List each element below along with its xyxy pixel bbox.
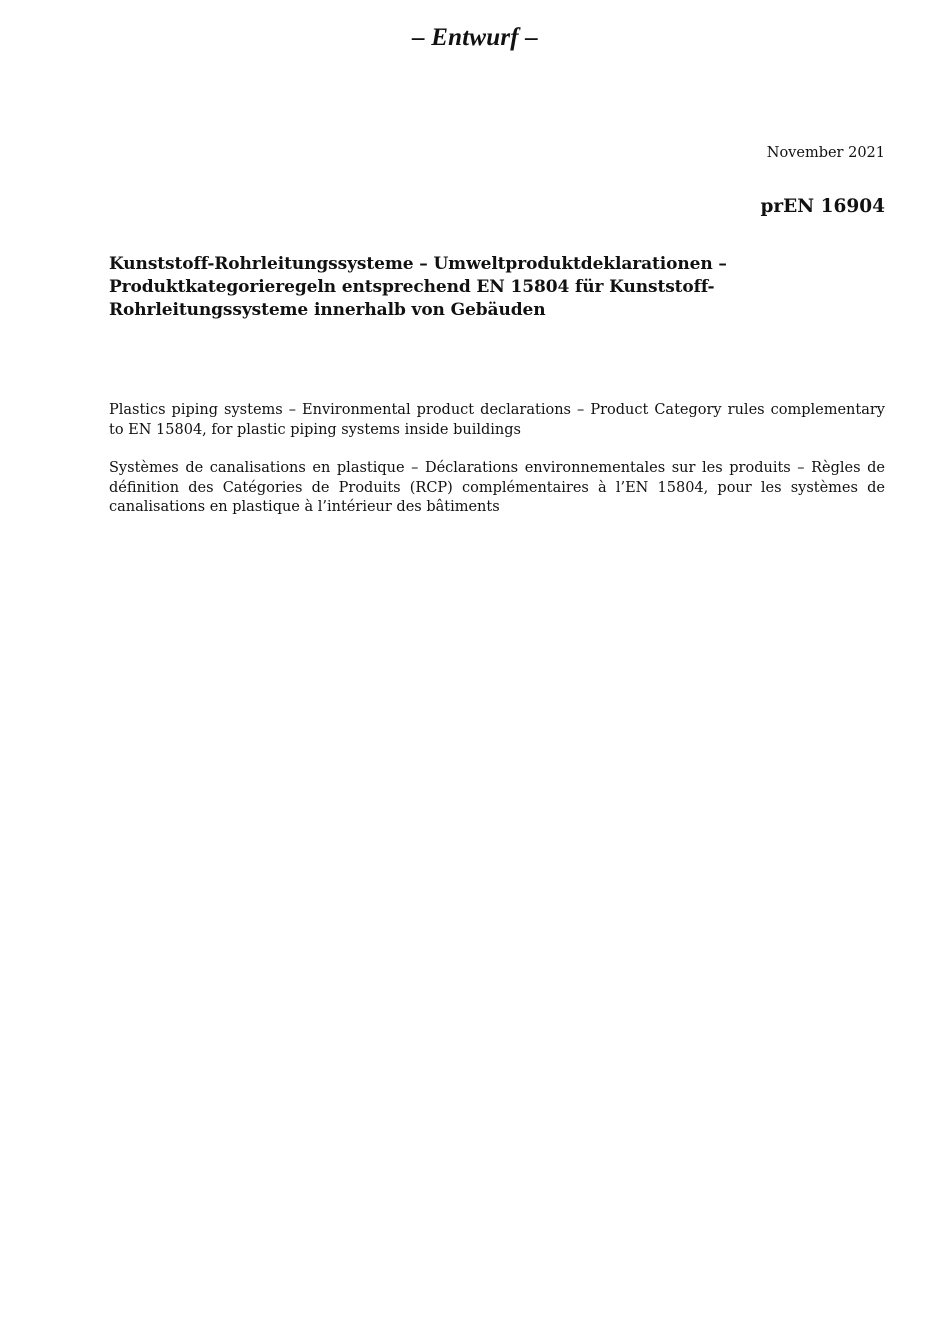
german-title: Kunststoff-Rohrleitungssysteme – Umweltproduktdeklarationen – Produktkategorieregeln entsprechend EN 15804 für Kunststoff-Rohrleitungssysteme innerhalb von Gebäuden — [109, 254, 727, 320]
english-title: Plastics piping systems – Environmental product declarations – Product Category rules complementary to EN 15804, for plastic piping systems inside buildings — [109, 402, 885, 438]
document-date: November 2021 — [766, 145, 885, 161]
draft-label: – Entwurf – — [412, 24, 538, 51]
french-title: Systèmes de canalisations en plastique – Déclarations environnementales sur les produits – Règles de définition des Catégories de Produits (RCP) complémentaires à l’EN 15804, pour les systèmes de canalisations en plastique à l’intérieur des bâtiments — [109, 460, 885, 515]
document-number: prEN 16904 — [760, 196, 885, 217]
